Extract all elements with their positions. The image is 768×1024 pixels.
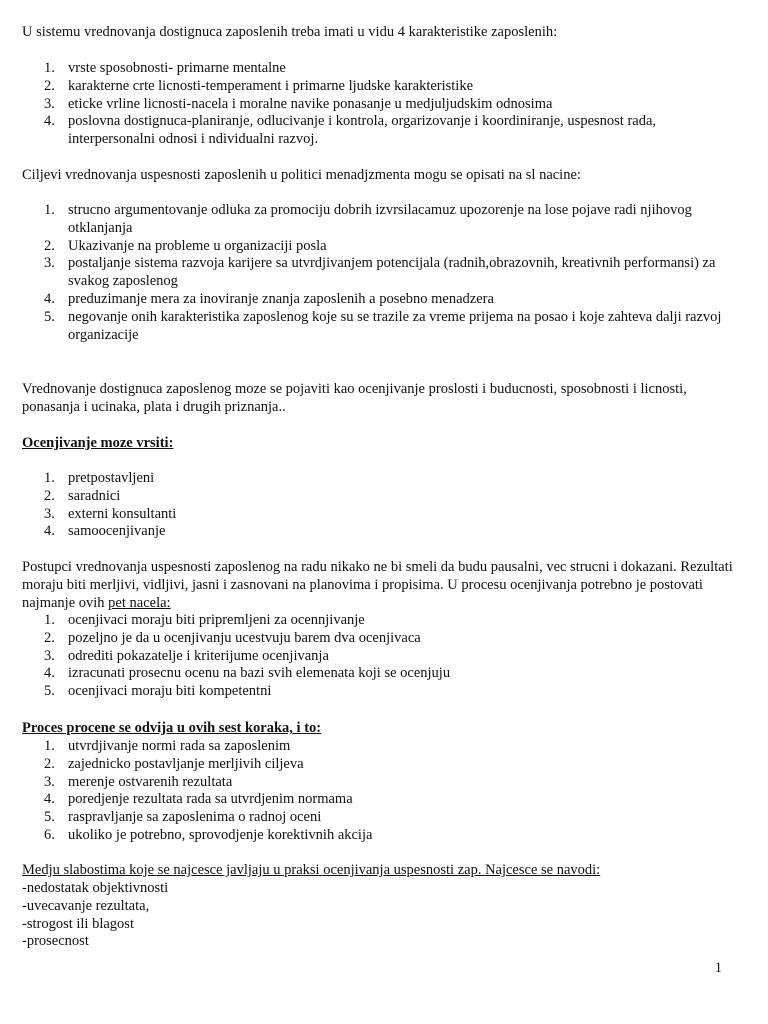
list-item: 5. ocenjivaci moraju biti kompetentni	[44, 683, 272, 700]
list-item: 2. saradnici	[44, 487, 121, 504]
steps-list	[22, 738, 722, 845]
evaluators-heading: Ocenjivanje moze vrsiti:	[22, 435, 174, 451]
list-item: 4. samoocenjivanje	[44, 523, 166, 540]
list-item: -strogost ili blagost	[22, 915, 134, 932]
list-item: -uvecavanje rezultata,	[22, 897, 150, 914]
weaknesses-list	[22, 880, 168, 951]
weaknesses-heading: Medju slabostima koje se najcesce javljaju u praksi ocenjivanja uspesnosti zap. Najcesce se navodi:	[22, 862, 601, 878]
steps-heading: Proces procene se odvija u ovih sest koraka, i to:	[22, 720, 322, 736]
page-number: 1	[714, 960, 722, 976]
list-item: 4. poredjenje rezultata rada sa utvrdjenim normama	[44, 791, 353, 808]
list-item: -nedostatak objektivnosti	[22, 880, 169, 896]
list-item: 3. externi konsultanti	[44, 505, 177, 522]
list-item: 4. izracunati prosecnu ocenu na bazi svih elemenata koji se ocenjuju	[44, 665, 451, 682]
evaluators-list	[22, 470, 722, 541]
list-item: 1. strucno argumentovanje odluka za promociju dobrih izvrsilacamuz upozorenje na lose pojave radi njihovog otklanjanja	[44, 202, 692, 236]
list-item: 2. pozeljno je da u ocenjivanju ucestvuju barem dva ocenjivaca	[44, 629, 421, 646]
list-item: 3. eticke vrline licnosti-nacela i moralne navike ponasanje u medjuljudskim odnosima	[44, 95, 553, 112]
list-item: 3. postaljanje sistema razvoja karijere sa utvrdjivanjem potencijala (radnih,obrazovnih, kreativnih performansi) za svakog zaposlenog	[44, 255, 716, 290]
list-item: 2. Ukazivanje na probleme u organizaciji posla	[44, 237, 327, 254]
intro-paragraph: U sistemu vrednovanja dostignuca zaposlenih treba imati u vidu 4 karakteristike zaposlenih:	[22, 24, 558, 40]
principles-label: pet nacela:	[108, 594, 171, 611]
goals-intro-paragraph: Ciljevi vrednovanja uspesnosti zaposlenih u politici menadjzmenta mogu se opisati na sl nacine:	[22, 167, 581, 183]
list-item: 1. ocenjivaci moraju biti pripremljeni za ocennjivanje	[44, 612, 365, 628]
list-item: -prosecnost	[22, 933, 89, 950]
procedures-paragraph: Postupci vrednovanja uspesnosti zaposlenog na radu nikako ne bi smeli da budu pausalni, vec strucni i dokazani. Rezultati moraju biti merljivi, vidljivi, jasni i zasnovani na planovima i propisima. U procesu ocenjivanja potrebno je postovati najmanje ovih pet nacela:	[22, 559, 733, 611]
list-item: 5. negovanje onih karakteristika zaposlenog koje su se trazile za vreme prijema na posao i koje zahteva dalji razvoj organizacije	[44, 308, 722, 343]
achievement-paragraph: Vrednovanje dostignuca zaposlenog moze se pojaviti kao ocenjivanje proslosti i buducnosti, sposobnosti i licnosti, ponasanja i ucinaka, plata i drugih priznanja..	[22, 381, 687, 415]
list-item: 2. zajednicko postavljanje merljivih ciljeva	[44, 755, 304, 772]
list-item: 6. ukoliko je potrebno, sprovodjenje korektivnih akcija	[44, 826, 373, 843]
goals-list	[22, 202, 722, 344]
characteristics-list	[22, 60, 722, 149]
list-item: 1. utvrdjivanje normi rada sa zaposlenim	[44, 738, 291, 754]
list-item: 3. merenje ostvarenih rezultata	[44, 773, 233, 790]
list-item: 5. raspravljanje sa zaposlenima o radnoj oceni	[44, 809, 322, 826]
principles-list	[22, 612, 722, 701]
list-item: 1. pretpostavljeni	[44, 470, 155, 486]
list-item: 4. poslovna dostignuca-planiranje, odlucivanje i kontrola, orgarizovanje i koordiniranje, uspesnost rada, interpersonalni odnosi i ndividualni razvoj.	[44, 113, 657, 148]
list-item: 1. vrste sposobnosti- primarne mentalne	[44, 60, 286, 76]
list-item: 2. karakterne crte licnosti-temperament i primarne ljudske karakteristike	[44, 77, 474, 94]
list-item: 3. odrediti pokazatelje i kriterijume ocenjivanja	[44, 647, 329, 664]
list-item: 4. preduzimanje mera za inoviranje znanja zaposlenih a posebno menadzera	[44, 290, 494, 307]
